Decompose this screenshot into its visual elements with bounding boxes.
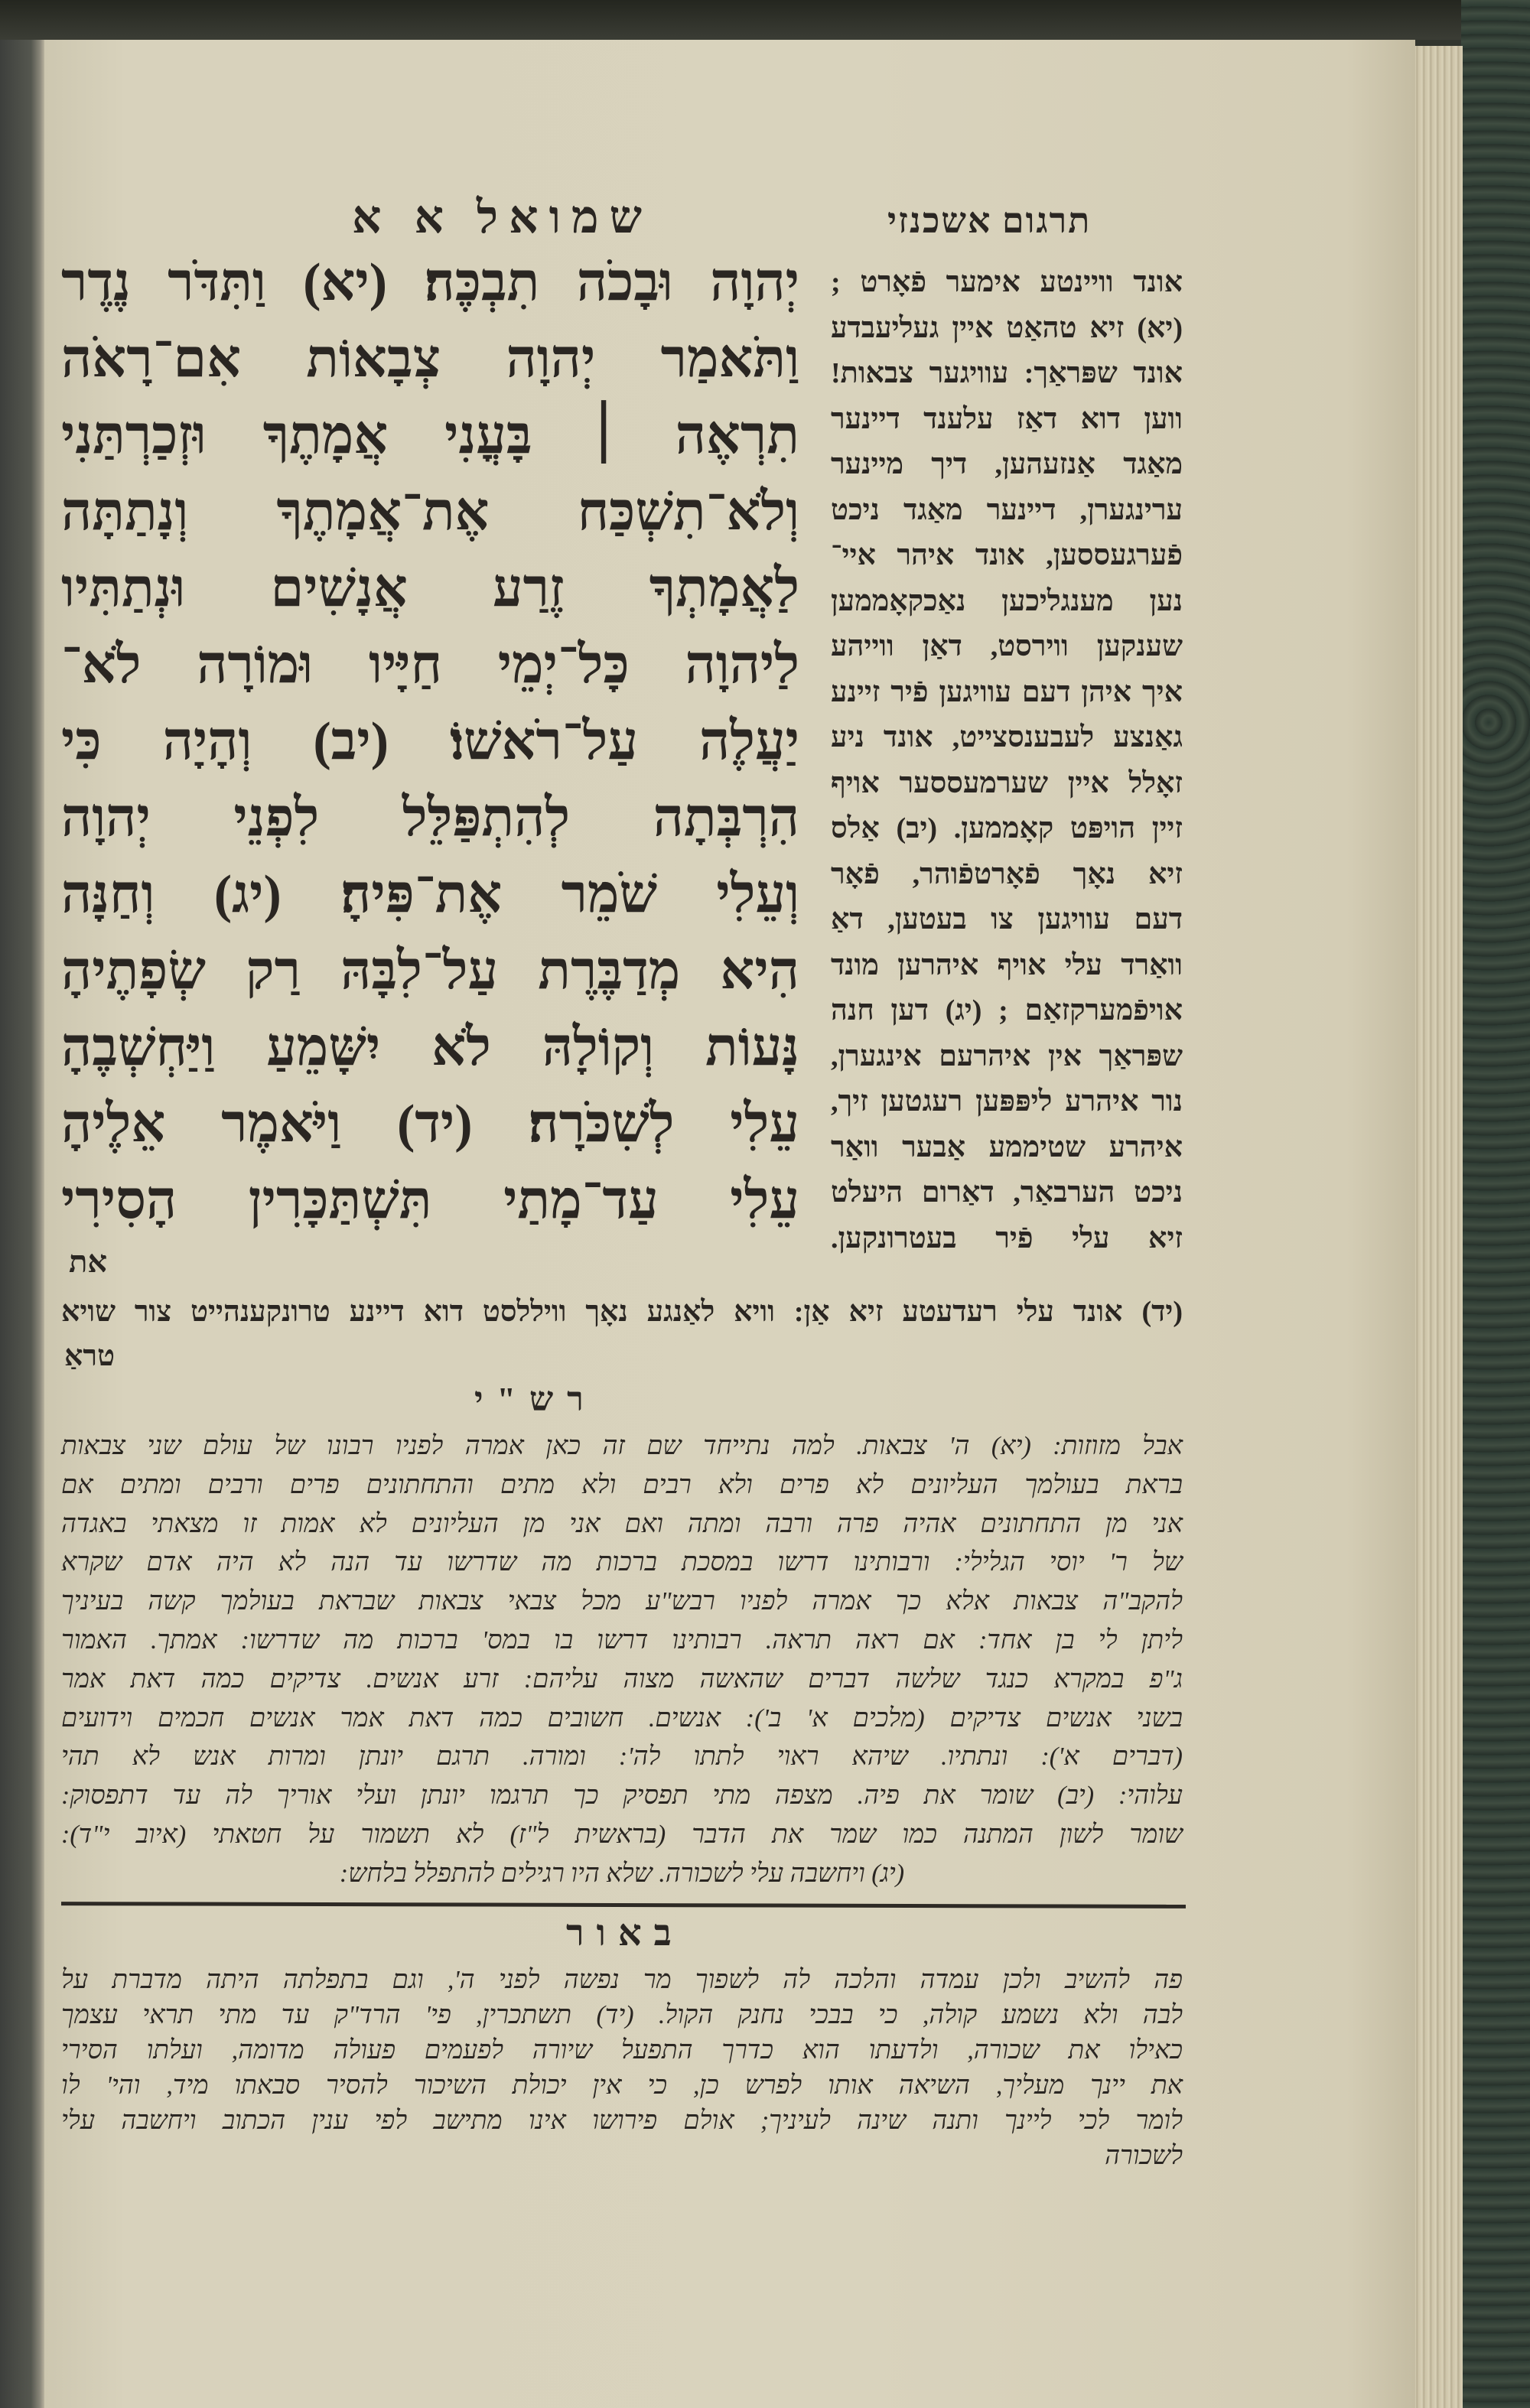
targum-line: דעם עוויגען צו בעטען, דאַ <box>831 903 1183 936</box>
scripture-line: יְהוָה וּבָכֹה תִבְכֶּה׃ (יא) וַתִּדֹּר נֶדֶר <box>61 253 799 312</box>
rashi-line: אני מן התחתונים אהיה פרה ורבה ומתה ואם אני מן העליונים לא אמות זו מצאתי באגדה <box>61 1509 1183 1538</box>
targum-column <box>831 260 1183 1261</box>
scripture-catchword: את <box>69 1245 108 1279</box>
biur-line: לומר לכי ליינך ותנה שינה לעיניך; אולם פירושו אינו מתישב לפי ענין הכתוב ויחשבה עלי <box>61 2107 1183 2135</box>
book-binding-left <box>0 0 44 2408</box>
biur-line: לשכורה <box>1105 2142 1183 2170</box>
targum-line: פֿערגעססען, אונד איהר איי־ <box>831 539 1183 571</box>
rashi-line: בראת בעולמך העליונים לא פרים ולא רבים ולא מתים והתחתונים פרים ורבים ומתים אם <box>61 1470 1183 1499</box>
biur-line: כאילו את שכורה, ולדעתו הוא כדרך התפעל שיורה לפעמים פעולה מדומה, ועלתו הסירי <box>61 2036 1183 2065</box>
targum-line: ערינגערן, דיינער מאַגד ניכט <box>831 493 1183 526</box>
rashi-line: (יג) ויחשבה עלי לשכורה. שלא היו רגילים להתפלל בלחש: <box>339 1859 905 1888</box>
scripture-line: לַאֲמָתְךָ זֶרַע אֲנָשִׁים וּנְתַתִּיו <box>61 559 799 618</box>
scripture-line: וְלֹא־תִשְׁכַּח אֶת־אֲמָתֶךָ וְנָתַתָּה <box>61 483 799 542</box>
rashi-line: ליתן לי בן אחד: אם ראה תראה. רבותינו דרשו בו במס' ברכות מה שדרשו: אמתך. האמור <box>61 1625 1183 1655</box>
targum-line: ניכט הערבאַר, דאַרום היעלט <box>831 1176 1183 1209</box>
targum-full-width <box>61 1291 1183 1333</box>
targum-line: איהרע שטיממע אַבער וואַר <box>831 1131 1183 1163</box>
targum-full-line: (יד) אונד עלי רעדעטע זיא אַן: וויא לאַנגע נאָך וויללסט דוא דיינע טרונקענהייט צור שויא <box>61 1296 1183 1328</box>
targum-line: מאַגד אַנזעהען, דיך מיינער <box>831 448 1183 480</box>
targum-line: ווען דוא דאַז עלענד דיינער <box>831 402 1183 435</box>
biur-line: את יינך מעליך, השיאה אותו לפרש כן, כי אין יכולת השיכור להסיר סבאתו מיד, והי' לו <box>61 2071 1183 2100</box>
targum-catchword: טראַ <box>64 1340 116 1372</box>
scripture-line: וְעֵלִי שֹׁמֵר אֶת־פִּיהָ׃ (יג) וְחַנָּה <box>61 865 799 924</box>
biur-line: פה להשיב ולכן עמדה והלכה לה לשפוך מר נפשה לפני ה', וגם בתפלתה היתה מדברת על <box>61 1966 1183 1994</box>
rashi-line: אבל מזוזות: (יא) ה' צבאות. למה נתייחד שם זה כאן אמרה לפניו רבונו של עולם שני צבאות <box>61 1432 1183 1460</box>
targum-line: אונד שפּראַך: עוויגער צבאות! <box>831 357 1183 389</box>
book-title-header: שמואל א א <box>352 192 653 242</box>
biur-title: באור <box>566 1913 684 1954</box>
biur-line: לבה ולא נשמע קולה, כי בבכי נחנק הקול. (יד) תשתכרין, פי' הרד"ק עד מתי תראי עצמך <box>61 2001 1183 2029</box>
rashi-commentary <box>61 1427 1183 1894</box>
marbled-cover-right <box>1461 0 1530 2408</box>
rashi-line: להקב"ה צבאות אלא כך אמרה לפניו רבש"ע מכל צבאי צבאות שבראת בעולמך קשה בעיניך <box>61 1587 1183 1616</box>
targum-line: אונד וויינטע אימער פֿאָרט ; <box>831 266 1183 298</box>
scripture-line: עֵלִי לְשִׁכֹּרָה׃ (יד) וַיֹּאמֶר אֵלֶיהָ <box>61 1095 799 1154</box>
scan-background-top <box>0 0 1530 40</box>
targum-line: איך איהן דעם עוויגען פֿיר זיינע <box>831 675 1183 708</box>
page-edges <box>1412 46 1463 2408</box>
rashi-line: עלוהי: (יב) שומר את פיה. מצפה מתי תפסיק כך תרגמו יונתן ועלי אוריך לה עד דתפסוק: <box>61 1782 1183 1811</box>
scripture-line: לַיהוָה כָּל־יְמֵי חַיָּיו וּמוֹרָה לֹא־ <box>61 636 799 695</box>
targum-line: זיין הויפּט קאָממען. (יב) אַלס <box>831 812 1183 844</box>
rashi-line: (דברים א'): ונתתיו. שיהא ראוי לתתו לה': ומורה. תרגם יונתן ומרות אנש לא תהי <box>61 1743 1183 1772</box>
targum-title-header: תרגום אשכנזי <box>887 201 1092 240</box>
scripture-line: וַתֹּאמַר יְהוָה צְבָאוֹת אִם־רָאֹה <box>61 330 799 389</box>
targum-line: וואַרד עלי אויף איהרען מונד <box>831 949 1183 981</box>
rashi-line: של ר' יוסי הגלילי: ורבותינו דרשו במסכת ברכות מה שדרשו עד הנה לא היה אדם שקרא <box>61 1548 1183 1577</box>
scripture-line: נָּעוֹת וְקוֹלָהּ לֹא יִשָּׁמֵעַ וַיַּחְשְׁבֶהָ <box>61 1018 799 1077</box>
rashi-line: שומר לשון המתנה כמו שמר את הדבר (בראשית ל"ז) לא תשמור על חטאתי (איוב י"ד): <box>61 1820 1183 1849</box>
scripture-line: עֵלִי עַד־מָתַי תִּשְׁתַּכָּרִין הָסִירִי <box>61 1171 799 1230</box>
scripture-column <box>61 245 799 1239</box>
targum-line: שענקען ווירסט, דאַן ווייהע <box>831 630 1183 662</box>
biur-commentary <box>61 1963 1183 2174</box>
targum-line: (יא) זיא טהאַט איין געליעבדע <box>831 311 1183 344</box>
targum-line: נען מענגליכען נאַכקאָממען <box>831 584 1183 617</box>
targum-line: זאָלל איין שערמעססער אויף <box>831 766 1183 799</box>
targum-line: נור איהרע ליפּפּען רעגטען זיך, <box>831 1085 1183 1118</box>
rashi-line: בשני אנשים צדיקים (מלכים א' ב'): אנשים. חשובים כמה דאת אמר אנשים חכמים וידועים <box>61 1703 1183 1733</box>
rashi-title: רש"י <box>474 1381 597 1418</box>
targum-line: זיא נאָך פֿאָרטפֿוהר, פֿאָר <box>831 857 1183 890</box>
targum-line: גאַנצע לעבענסצייט, אונד ניע <box>831 721 1183 753</box>
scripture-line: יַעֲלֶה עַל־רֹאשׁוֹ׃ (יב) וְהָיָה כִּי <box>61 712 799 771</box>
scripture-line: הִרְבְּתָה לְהִתְפַּלֵּל לִפְנֵי יְהוָה <box>61 789 799 848</box>
targum-line: אויפֿמערקזאַם ; (יג) דען חנה <box>831 994 1183 1027</box>
scripture-line: תִרְאֶה ׀ בָּעֳנִי אֲמָתֶךָ וּזְכַרְתַּנִי <box>61 406 799 465</box>
scripture-line: הִיא מְדַבֶּרֶת עַל־לִבָּהּ רַק שְׂפָתֶיהָ <box>61 942 799 1001</box>
targum-line: זיא עלי פֿיר בעטרונקען. <box>831 1222 1183 1254</box>
targum-line: שפּראַך אין איהרעם אינגערן, <box>831 1040 1183 1072</box>
rashi-line: ג"פ במקרא כנגד שלשה דברים שהאשה מצוה עליהם: זרע אנשים. צדיקים כמה דאת אמר <box>61 1664 1183 1694</box>
